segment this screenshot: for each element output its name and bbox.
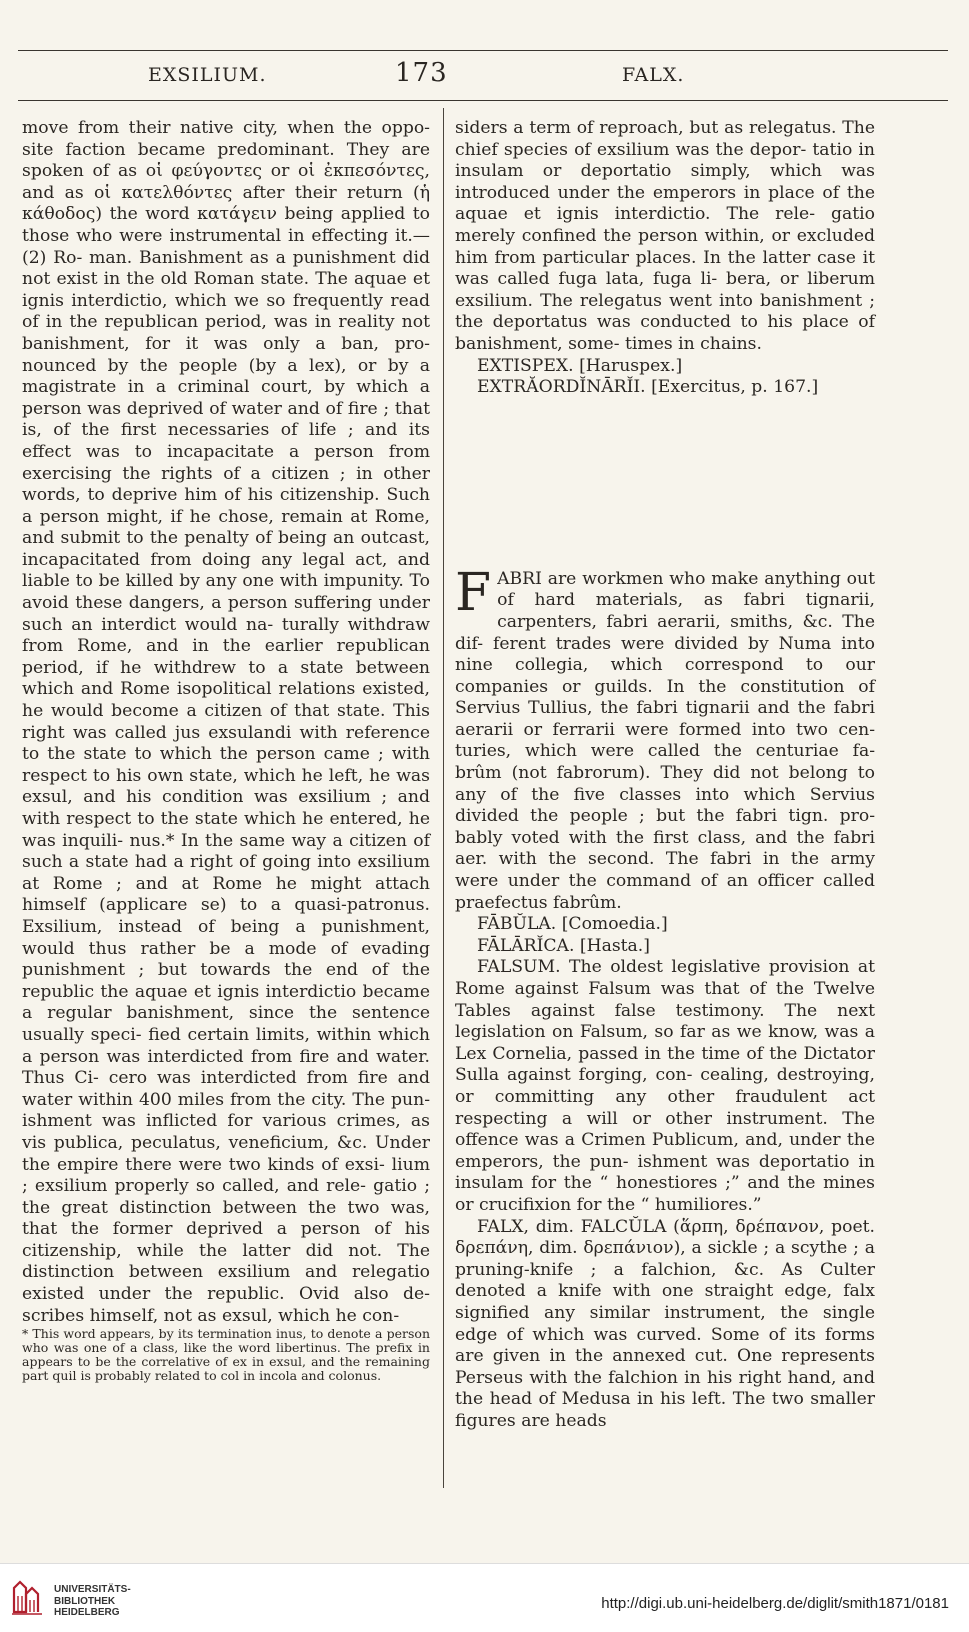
drop-cap-f: F (455, 562, 492, 623)
left-column (22, 118, 430, 1383)
page-number: 173 (395, 58, 448, 88)
right-column (455, 118, 875, 1432)
header-rule-bottom (18, 100, 948, 101)
entry-falarica: FĀLĀRĬCA. [Hasta.] (477, 935, 650, 956)
entry-falsum: FALSUM. The oldest legislative provision at Rome against Falsum was that of the Twelve Tables against false testimony. The next legislation on Falsum, so far as we know, was a Lex Cornelia, passed in the time of the Dictator Sulla against forging, con- cealing, destroying, or committing any other fraudulent act respecting a will or other instrument. The offence was a Crimen Publicum, and, under the emperors, the pun- ishment was deportatio in insulam for the “ honestiores ;” and the mines or crucifixion for the “ humiliores.” (455, 957, 875, 1215)
footnote: * This word appears, by its termination inus, to denote a person who was one of a class, like the word libertinus. The prefix in appears to be the correlative of ex in exsul, and the remaining part quil is probably related to col in incola and colonus. (22, 1326, 430, 1384)
column-divider (443, 108, 444, 1488)
university-library-logo-icon (10, 1578, 46, 1616)
entry-fabri-text: ABRI are workmen who make anything out of hard materials, as fabri tignarii, carpenters, fabri aerarii, smiths, &c. The dif- ferent trades were divided by Numa into nine collegia, which correspond to our companies or guilds. In the constitution of Servius Tullius, the fabri tignarii and the fabri aerarii or ferrarii were formed into two cen- turies, which were called the centuriae fa- brûm (not fabrorum). They did not belong to any of the five classes into which Servius divided the people ; but the fabri tign. pro- bably voted with the first class, and the fabri aer. with the second. The fabri in the army were under the command of an officer called praefectus fabrûm. (455, 568, 875, 913)
running-head-right: FALX. (622, 64, 685, 86)
entry-fabula: FĀBŬLA. [Comoedia.] (477, 914, 668, 935)
section-gap (455, 399, 875, 569)
library-footer (0, 1563, 969, 1632)
source-url-link[interactable]: http://digi.ub.uni-heidelberg.de/diglit/smith1871/0181 (601, 1595, 949, 1612)
header-rule-top (18, 50, 948, 51)
entry-fabri (455, 562, 875, 915)
entry-extraordinarii: EXTRĂORDĬNĀRĬI. [Exercitus, p. 167.] (477, 377, 819, 398)
entry-falx: FALX, dim. FALCŬLA (ἅρπη, δρέπανον, poet. δρεπάνη, dim. δρεπάνιον), a sickle ; a scythe ; a pruning-knife ; a falchion, &c. As Culter denoted a knife with one straight edge, falx signified any similar instrument, the single edge of which was curved. Some of its forms are given in the annexed cut. One represents Perseus with the falchion in his right hand, and the head of Medusa in his left. The two smaller figures are heads (455, 1216, 875, 1431)
exsilium-article-body: move from their native city, when the oppo- site faction became predominant. They are spoken of as οἱ φεύγοντες or οἱ ἐκπεσόντες, and as οἱ κατελθόντες after their return (ἡ κάθοδος) the word κατάγειν being applied to those who were instrumental in effecting it.—(2) Ro- man. Banishment as a punishment did not exist in the old Roman state. The aquae et ignis interdictio, which we so frequently read of in the republican period, was in reality not banishment, for it was only a ban, pro- nounced by the people (by a lex), or by a magistrate in a criminal court, by which a person was deprived of water and of fire ; that is, of the first necessaries of life ; and its effect was to incapacitate a person from exercising the rights of a citizen ; in other words, to deprive him of his citizenship. Such a person might, if he chose, remain at Rome, and submit to the penalty of being an outcast, incapacitated from doing any legal act, and liable to be killed by any one with impunity. To avoid these dangers, a person suffering under such an interdict would na- turally withdraw from Rome, and in the earlier republican period, if he withdrew to a state between which and Rome isopolitical relations existed, he would become a citizen of that state. This right was called jus exsulandi with reference to the state to which the person came ; with respect to his own state, which he left, he was exsul, and his condition was exsilium ; and with respect to the state which he entered, he was inquili- nus.* In the same way a citizen of such a state had a right of going into exsilium at Rome ; and at Rome he might attach himself (applicare se) to a quasi-patronus. Exsilium, instead of being a punishment, would thus rather be a mode of evading punishment ; but towards the end of the republic the aquae et ignis interdictio became a regular banishment, since the sentence usually speci- fied certain limits, within which a person was interdicted from fire and water. Thus Ci- cero was interdicted from fire and water within 400 miles from the city. The pun- ishment was inflicted for various crimes, as vis publica, peculatus, veneficium, &c. Under the empire there were two kinds of exsi- lium ; exsilium properly so called, and rele- gatio ; the great distinction between the two was, that the former deprived a person of his citizenship, while the latter did not. The distinction between exsilium and relegatio existed under the republic. Ovid also de- scribes himself, not as exsul, which he con- (22, 118, 430, 1326)
exsilium-article-continuation: siders a term of reproach, but as relegatus. The chief species of exsilium was the depor- tatio in insulam or deportatio simply, which was introduced under the emperors in place of the aquae et ignis interdictio. The rele- gatio merely confined the person within, or excluded him from particular places. In the latter case it was called fuga lata, fuga li- bera, or liberum exsilium. The relegatus went into banishment ; the deportatus was conducted to his place of banishment, some- times in chains. (455, 118, 875, 354)
running-head-left: EXSILIUM. (148, 64, 267, 86)
entry-extispex: EXTISPEX. [Haruspex.] (477, 355, 683, 376)
institution-line-2: BIBLIOTHEK (54, 1595, 116, 1607)
institution-line-3: HEIDELBERG (54, 1607, 120, 1618)
institution-line-1: UNIVERSITÄTS- (54, 1584, 131, 1595)
institution-name (54, 1584, 131, 1619)
